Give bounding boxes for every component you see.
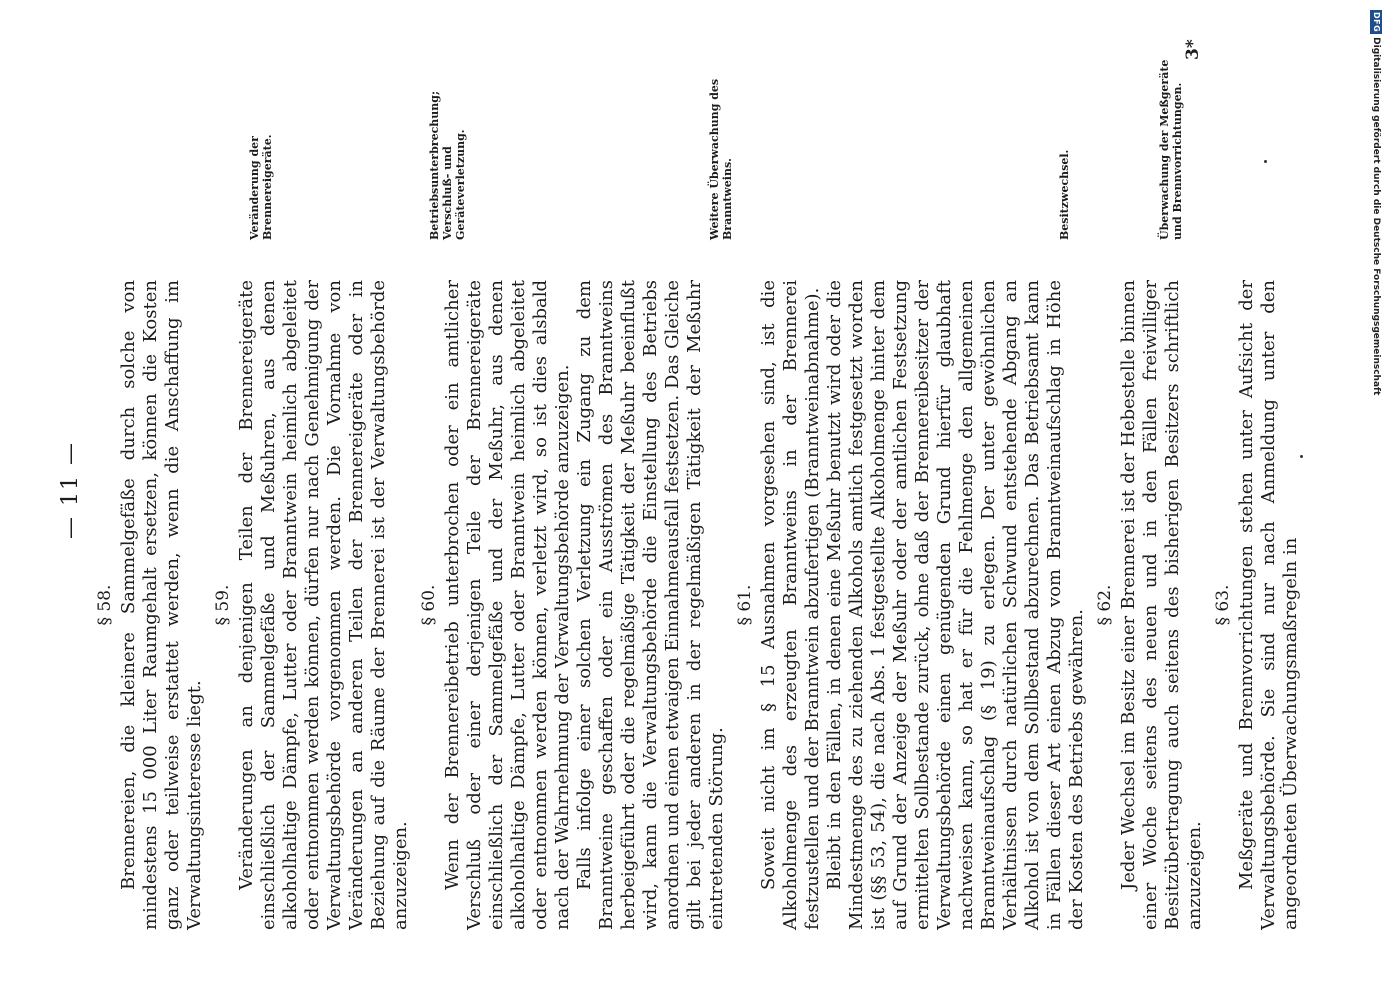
section-heading-63: § 63. bbox=[1213, 584, 1233, 626]
section-heading-58: § 58. bbox=[95, 584, 115, 626]
section-60-paragraph-1: Wenn der Brennereibetrieb unterbrochen oder ein amtlicher Verschluß oder einer derjenigen Teile der Brennereigeräte einschließlich der Sammelgefäße und der Meßuhr, aus denen alkoholhaltige Dämpfe, Lutter oder Branntwein heimlich abgeleitet oder entnommen werden können, verletzt wird, so ist dies alsbald nach der Wahrnehmung der Verwaltungsbehörde anzuzeigen. bbox=[442, 280, 573, 930]
section-63-paragraph-1: Meßgeräte und Brennvorrichtungen stehen unter Aufsicht der Verwaltungsbehörde. Sie sind nur nach Anmeldung unter den angeordneten Überwachungsmaßregeln in bbox=[1236, 280, 1301, 930]
margin-note-60: Betriebsunterbrechung; Verschluß- und Geräteverletzung. bbox=[428, 90, 467, 240]
section-heading-59: § 59. bbox=[213, 584, 233, 626]
attribution-text-rotated bbox=[1370, 10, 1382, 396]
main-text-column bbox=[88, 280, 1302, 930]
signature-mark: 3* bbox=[1183, 39, 1203, 60]
section-heading-62: § 62. bbox=[1095, 584, 1115, 626]
section-heading-60: § 60. bbox=[419, 584, 439, 626]
margin-note-63: Überwachung der Meßgeräte und Brennvorrichtungen. bbox=[1158, 59, 1184, 240]
section-heading-61: § 61. bbox=[735, 584, 755, 626]
scan-speck bbox=[1264, 160, 1267, 163]
section-62-paragraph-1: Jeder Wechsel im Besitz einer Brennerei ist der Hebestelle binnen einer Woche seitens des neuen und in den Fällen freiwilliger Besitzübertragung auch seitens des bisherigen Besitzers schriftlich anzuzeigen. bbox=[1118, 280, 1205, 930]
page-content bbox=[58, 39, 1318, 930]
page-number: — 11 — bbox=[58, 441, 83, 539]
rotated-document-page bbox=[0, 20, 1381, 960]
scan-speck bbox=[1300, 455, 1303, 458]
margin-note-59: Veränderung der Brennereigeräte. bbox=[248, 134, 274, 240]
attribution-text: Digitalisierung gefördert durch die Deutsche Forschungsgemeinschaft bbox=[1371, 37, 1381, 396]
section-59-paragraph-1: Veränderungen an denjenigen Teilen der Brennereigeräte einschließlich der Sammelgefäße und Meßuhren, aus denen alkoholhaltige Dämpfe, Lutter oder Branntwein heimlich abgeleitet oder entnommen werden können, dürfen nur nach Genehmigung der Verwaltungsbehörde vorgenommen werden. Die Vornahme von Veränderungen an anderen Teilen der Brennereigeräte oder in Beziehung auf die Räume der Brennerei ist der Verwaltungsbehörde anzuzeigen. bbox=[236, 280, 411, 930]
dfg-logo: DFG bbox=[1372, 12, 1381, 33]
section-60-paragraph-2: Falls infolge einer solchen Verletzung ein Zugang zu dem Branntweine geschaffen oder ein Ausströmen des Branntweins herbeigeführt oder die regelmäßige Tätigkeit der Meßuhr beeinflußt wird, kann die Verwaltungsbehörde die Einstellung des Betriebs anordnen und einen etwaigen Einnahmeausfall festsetzen. Das Gleiche gilt bei jeder anderen in der regelmäßigen Tätigkeit der Meßuhr eintretenden Störung. bbox=[574, 280, 727, 930]
section-61-paragraph-2: Bleibt in den Fällen, in denen eine Meßuhr benutzt wird oder die Mindestmenge des zu ziehenden Alkohols amtlich festgesetzt worden ist (§§ 53, 54), die nach Abs. 1 festgestellte Alkoholmenge hinter dem auf Grund der Anzeige der Meßuhr oder der amtlichen Festsetzung ermittelten Sollbestande zurück, ohne daß der Brennereibesitzer der Verwaltungsbehörde einen genügenden Grund hierfür glaubhaft nachweisen kann, so hat er für die Fehlmenge den allgemeinen Branntweinaufschlag (§ 19) zu erlegen. Der unter gewöhnlichen Verhältnissen durch natürlichen Schwund entstehende Abgang an Alkohol ist von dem Sollbestand abzurechnen. Das Betriebsamt kann in Fällen dieser Art einen Abzug vom Branntweinaufschlag in Höhe der Kosten des Betriebs gewähren. bbox=[824, 280, 1087, 930]
section-61-paragraph-1: Soweit nicht im § 15 Ausnahmen vorgesehen sind, ist die Alkoholmenge des erzeugten Branntweins in der Brennerei festzustellen und der Branntwein abzufertigen (Branntweinabnahme). bbox=[758, 280, 823, 930]
digitization-attribution bbox=[1372, 10, 1382, 1000]
section-58-paragraph-1: Brennereien, die kleinere Sammelgefäße durch solche von mindestens 15 000 Liter Raumgehalt ersetzen, können die Kosten ganz oder teilweise erstattet werden, wenn die Anschaffung im Verwaltungsinteresse liegt. bbox=[118, 280, 205, 930]
margin-note-61: Weitere Überwachung des Branntweins. bbox=[708, 78, 734, 240]
margin-note-62: Besitzwechsel. bbox=[1058, 149, 1071, 240]
